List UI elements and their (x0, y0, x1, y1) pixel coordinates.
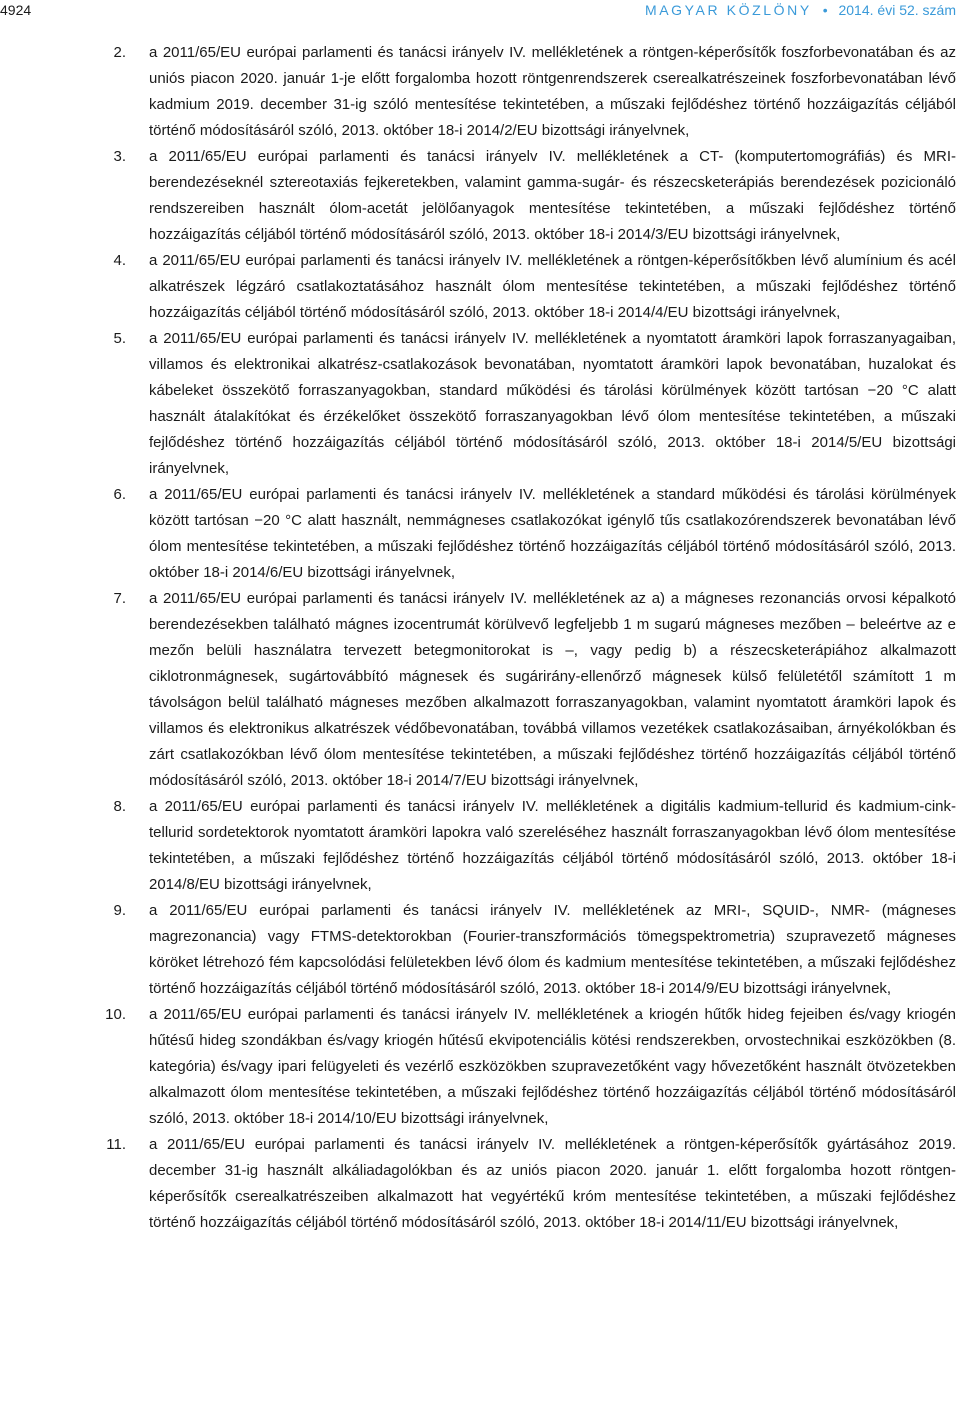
item-number: 2. (113, 44, 126, 61)
issue-label: 2014. évi 52. szám (838, 2, 956, 18)
item-text: a 2011/65/EU európai parlamenti és tanácsi irányelv IV. mellékletének a röntgen-képerősítők foszforbevonatában és az uniós piacon 2020. január 1-je előtt forgalomba hozott röntgenrendszerek cserealkatrészeinek foszforbevonatában lévő kadmium 2019. december 31-ig szóló mentesítése tekintetében, a műszaki fejlődéshez történő hozzáigazítás céljából történő módosításáról szóló, 2013. október 18-i 2014/2/EU bizottsági irányelvnek, (149, 44, 956, 139)
list-item (0, 144, 960, 248)
list-item (0, 586, 960, 794)
item-text: a 2011/65/EU európai parlamenti és tanácsi irányelv IV. mellékletének a digitális kadmium-tellurid és kadmium-cink-tellurid sordetektorok nyomtatott áramköri lapokra való szereléséhez használt forraszanyagokban lévő ólom mentesítése tekintetében, a műszaki fejlődéshez történő hozzáigazítás céljából történő módosításáról szóló, 2013. október 18-i 2014/8/EU bizottsági irányelvnek, (149, 798, 956, 893)
item-number: 3. (113, 148, 126, 165)
list-item (0, 482, 960, 586)
item-text: a 2011/65/EU európai parlamenti és tanácsi irányelv IV. mellékletének a CT- (komputertomográfiás) és MRI-berendezéseknél sztereotaxiás fejkeretekben, valamint gamma-sugár- és részecsketerápiás berendezések pozicionáló rendszereiben használt ólom-acetát jelölőanyagok mentesítése tekintetében, a műszaki fejlődéshez történő hozzáigazítás céljából történő módosításáról szóló, 2013. október 18-i 2014/3/EU bizottsági irányelvnek, (149, 148, 956, 243)
list-item (0, 794, 960, 898)
item-text: a 2011/65/EU európai parlamenti és tanácsi irányelv IV. mellékletének a kriogén hűtők hideg fejeiben és/vagy kriogén hűtésű hideg szondákban és/vagy kriogén hűtésű ekvipotenciális kötési rendszerekben, orvostechnikai eszközökben (8. kategória) és/vagy ipari felügyeleti és vezérlő eszközökben szupravezetőként vagy hővezetőként használt ötvözetekben alkalmazott ólom mentesítése tekintetében, a műszaki fejlődéshez történő hozzáigazítás céljából történő módosításáról szóló, 2013. október 18-i 2014/10/EU bizottsági irányelvnek, (149, 1006, 956, 1127)
journal-name: MAGYAR KÖZLÖNY (644, 2, 812, 18)
item-number: 9. (113, 902, 126, 919)
item-text: a 2011/65/EU európai parlamenti és tanácsi irányelv IV. mellékletének az a) a mágneses rezonanciás orvosi képalkotó berendezésekben található mágnes izocentrumát körülvevő legfeljebb 1 m sugarú mágneses mezőben – beleértve az e mezőn belüli használatra tervezett betegmonitorokat is –, vagy pedig b) a részecsketerápiához alkalmazott ciklotronmágnesek, sugártovábbító mágnesek és sugárirány-ellenőrző mágnesek külső felületétől számított 1 m távolságon belül található mágneses mezőben alkalmazott forraszanyagokban, valamint nyomtatott áramköri lapok és villamos és elektronikus alkatrészek védőbevonatában, továbbá villamos vezetékek csatlakozásaiban, árnyékolókban és zárt csatlakozókban lévő ólom mentesítése tekintetében, a műszaki fejlődéshez történő hozzáigazítás céljából történő módosításáról szóló, 2013. október 18-i 2014/7/EU bizottsági irányelvnek, (149, 590, 956, 789)
journal-title (645, 2, 956, 18)
document-body (0, 40, 960, 1236)
item-number: 7. (113, 590, 126, 607)
item-text: a 2011/65/EU európai parlamenti és tanácsi irányelv IV. mellékletének a standard működési és tárolási körülmények között tartósan −20 °C alatt használt, nemmágneses csatlakozókat igénylő tűs csatlakozórendszerek bevonatában lévő ólom mentesítése tekintetében, a műszaki fejlődéshez történő hozzáigazítás céljából történő módosításáról szóló, 2013. október 18-i 2014/6/EU bizottsági irányelvnek, (149, 486, 956, 581)
item-text: a 2011/65/EU európai parlamenti és tanácsi irányelv IV. mellékletének a röntgen-képerősítők gyártásához 2019. december 31-ig használt alkáliadagolókban és az uniós piacon 2020. január 1. előtt forgalomba hozott röntgen-képerősítők cserealkatrészeiben alkalmazott hat vegyértékű króm mentesítése tekintetében, a műszaki fejlődéshez történő hozzáigazítás céljából történő módosításáról szóló, 2013. október 18-i 2014/11/EU bizottsági irányelvnek, (149, 1136, 956, 1231)
list-item (0, 326, 960, 482)
item-number: 4. (113, 252, 126, 269)
list-item (0, 898, 960, 1002)
bullet-separator: • (822, 2, 828, 18)
item-text: a 2011/65/EU európai parlamenti és tanácsi irányelv IV. mellékletének a röntgen-képerősítőkben lévő alumínium és acél alkatrészek légzáró csatlakoztatásához használt ólom mentesítése tekintetében, a műszaki fejlődéshez történő hozzáigazítás céljából történő módosításáról szóló, 2013. október 18-i 2014/4/EU bizottsági irányelvnek, (149, 252, 956, 321)
item-number: 8. (113, 798, 126, 815)
list-item (0, 1132, 960, 1236)
item-text: a 2011/65/EU európai parlamenti és tanácsi irányelv IV. mellékletének az MRI-, SQUID-, NMR- (mágneses magrezonancia) vagy FTMS-detektorokban (Fourier-transzformációs tömegspektrometria) szupravezető mágneses köröket létrehozó fém kapcsolódási felületekben lévő ólom és kadmium mentesítése tekintetében, a műszaki fejlődéshez történő hozzáigazítás céljából történő módosításáról szóló, 2013. október 18-i 2014/9/EU bizottsági irányelvnek, (149, 902, 956, 997)
item-number: 11. (106, 1136, 126, 1153)
item-number: 5. (113, 330, 126, 347)
page-number: 4924 (0, 2, 32, 18)
list-item (0, 1002, 960, 1132)
item-number: 6. (113, 486, 126, 503)
item-text: a 2011/65/EU európai parlamenti és tanácsi irányelv IV. mellékletének a nyomtatott áramköri lapok forraszanyagaiban, villamos és elektronikai alkatrész-csatlakozások bevonatában, nyomtatott áramköri lapok bevonatában, huzalokat és kábeleket összekötő forraszanyagokban, standard működési és tárolási körülmények között tartósan −20 °C alatt használt átalakítókat és érzékelőket összekötő forraszanyagokban lévő ólom mentesítése tekintetében, a műszaki fejlődéshez történő hozzáigazítás céljából történő módosításáról szóló, 2013. október 18-i 2014/5/EU bizottsági irányelvnek, (149, 330, 956, 477)
page-header (0, 0, 960, 24)
list-item (0, 40, 960, 144)
list-item (0, 248, 960, 326)
item-number: 10. (105, 1006, 126, 1023)
